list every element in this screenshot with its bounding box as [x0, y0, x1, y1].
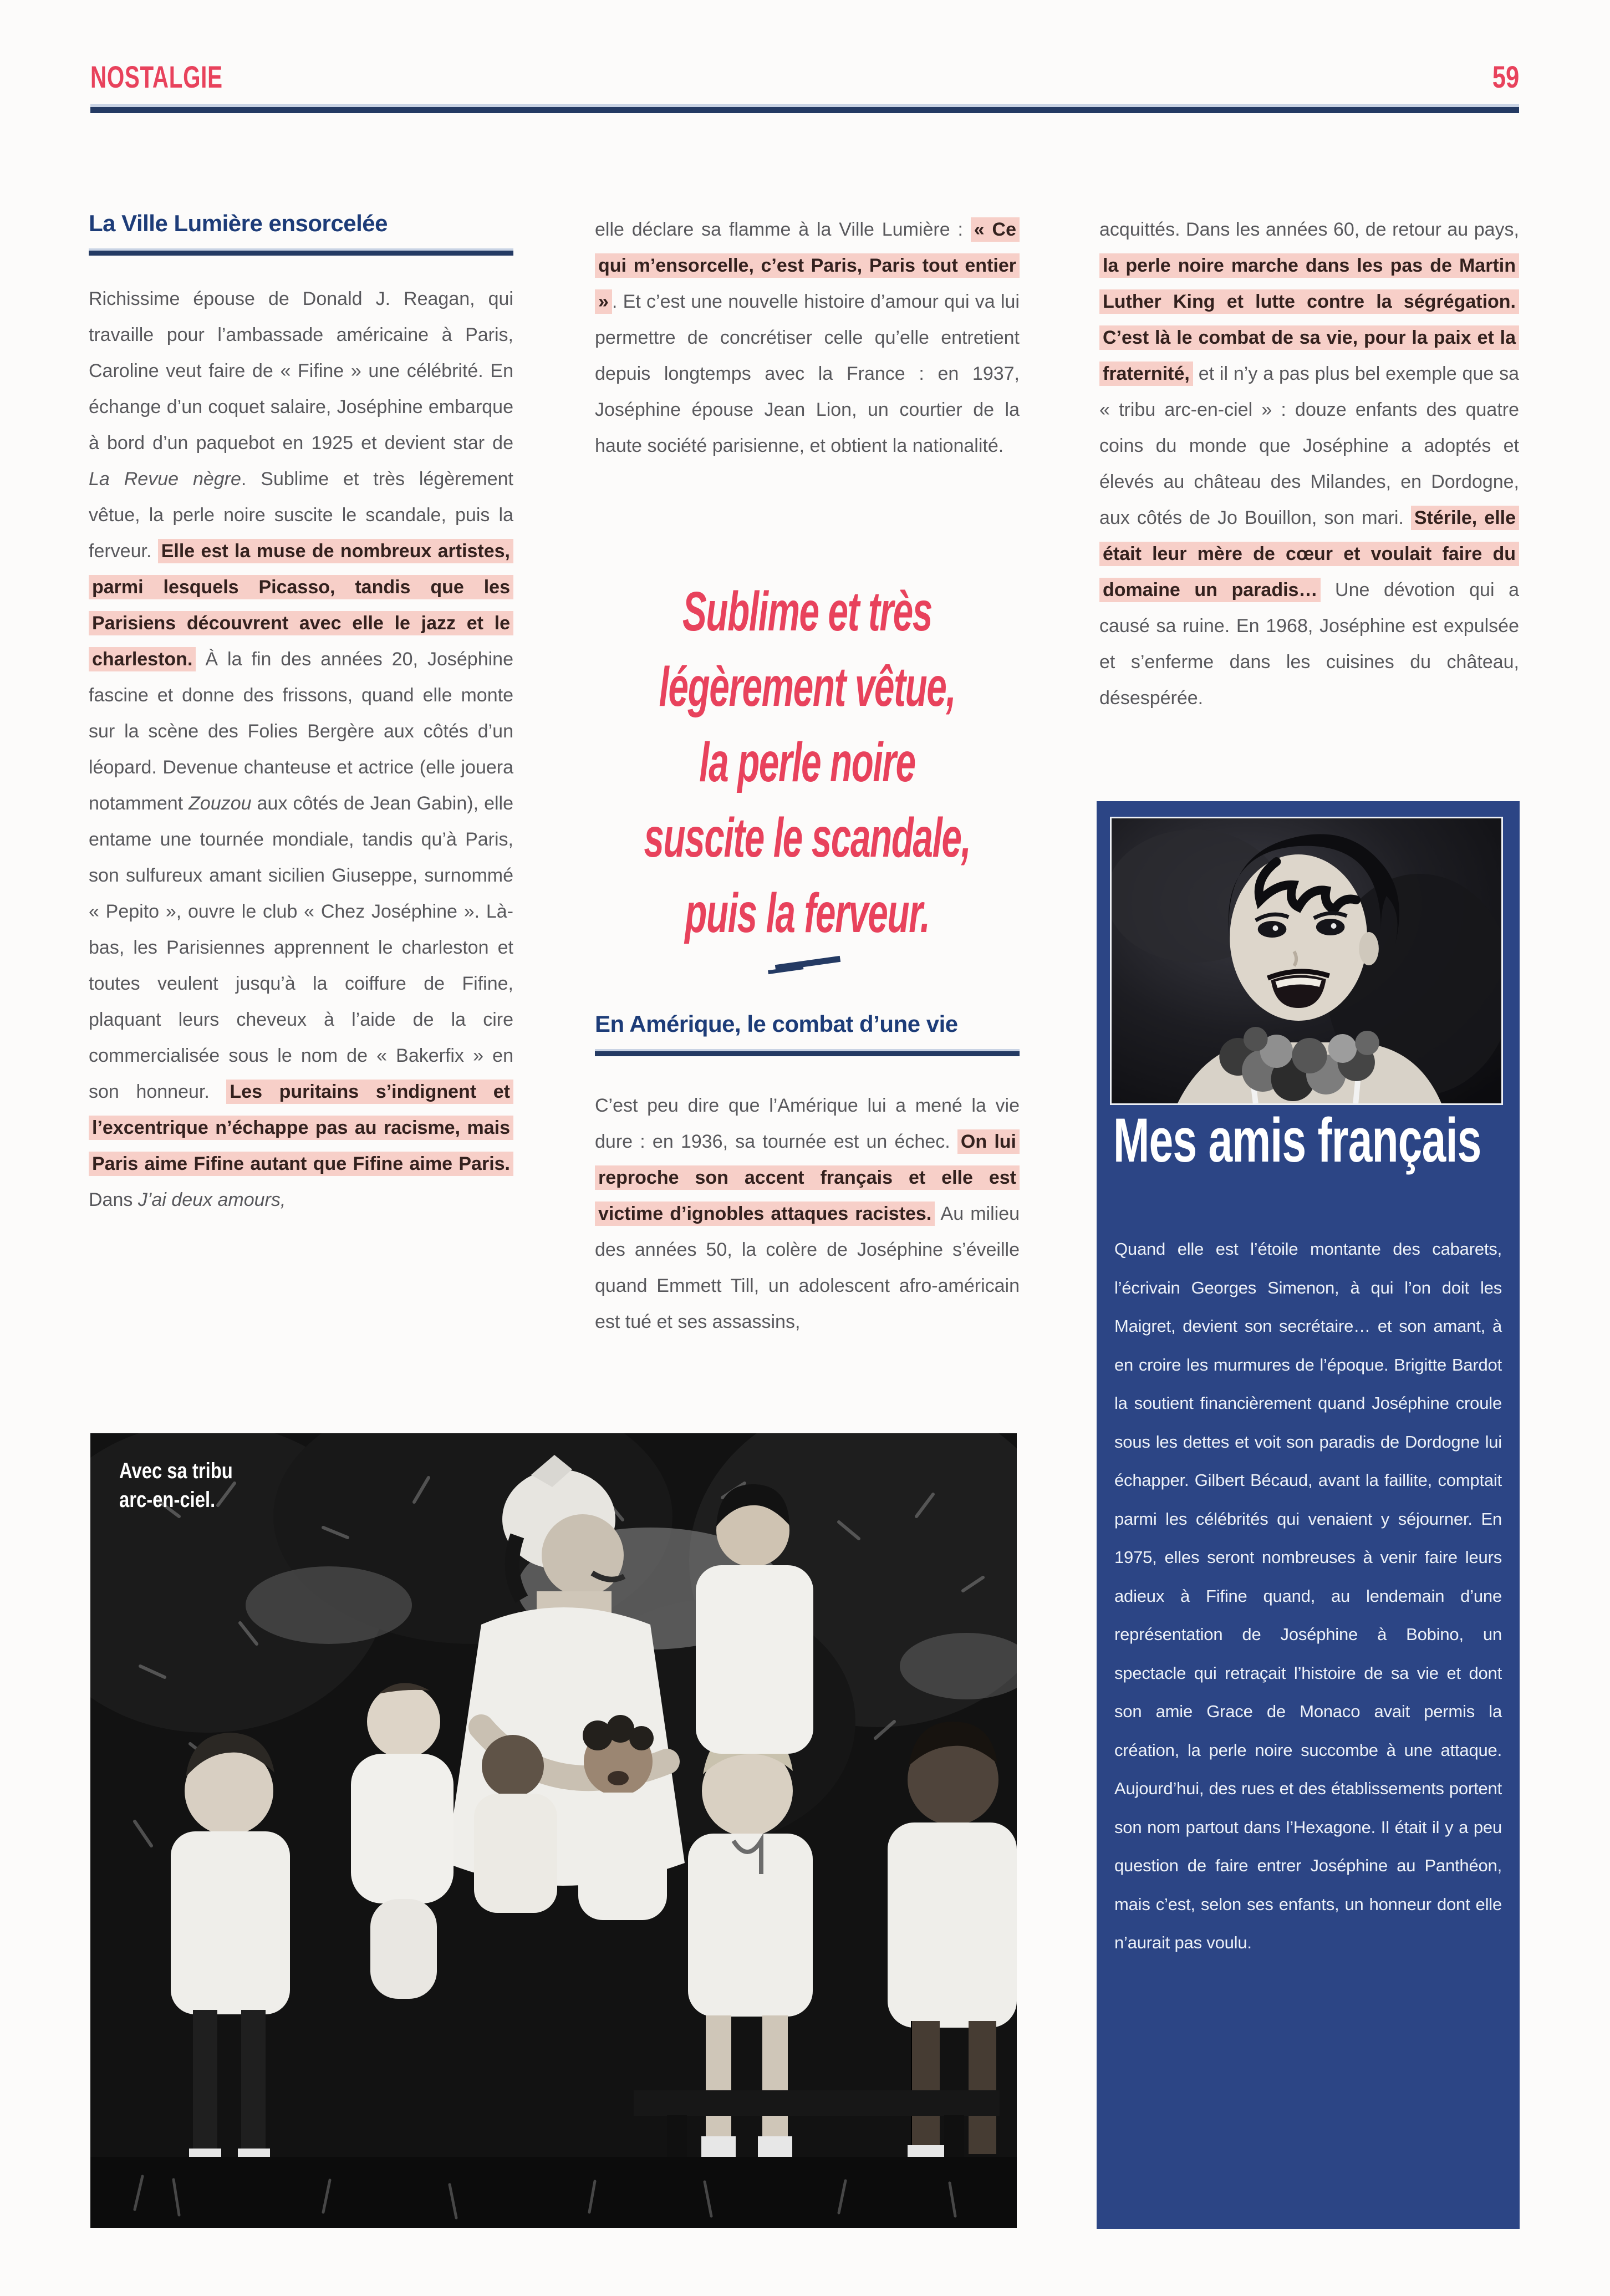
column1-heading-rule: [89, 248, 513, 256]
column3-paragraph: acquittés. Dans les années 60, de retour au pays, la perle noire marche dans les pas de Martin Luther King et lutte contre la ségrégation. C’est là le combat de sa vie, pour la paix et la fraternité, et il n’y a pas plus bel exemple que sa « tribu arc-en-ciel » : douze enfants des quatre coins du monde que Joséphine a adoptés et élevés au château des Milandes, en Dordogne, aux côtés de Jo Bouillon, son mari. Stérile, elle était leur mère de cœur et voulait faire du domaine un paradis… Une dévotion qui a causé sa ruine. En 1968, Joséphine est expulsée et s’enferme dans les cuisines du château, désespérée.: [1099, 219, 1519, 709]
column2-paragraph-1: elle déclare sa flamme à la Ville Lumière : « Ce qui m’ensorcelle, c’est Paris, Paris tout entier » . Et c’est une nouvelle histoire d’amour qui va lui permettre de concrétiser celle qu’elle entretient depuis longtemps avec la France : en 1937, Joséphine épouse Jean Lion, un courtier de la haute société parisienne, et obtient la nationalité.: [595, 212, 1020, 464]
column1-paragraph: Richissime épouse de Donald J. Reagan, qui travaille pour l’ambassade américaine à Paris, Caroline veut faire de « Fifine » une célébrité. En échange d’un coquet salaire, Joséphine embarque à bord d’un paquebot en 1925 et devient star de La Revue nègre. Sublime et très légèrement vêtue, la perle noire suscite le scandale, puis la ferveur. Elle est la muse de nombreux artistes, parmi lesquels Picasso, tandis que les Parisiens découvrent avec elle le jazz et le charleston. À la fin des années 20, Joséphine fascine et donne des frissons, quand elle monte sur la scène des Folies Bergère aux côtés d’un léopard. Devenue chanteuse et actrice (elle jouera notamment Zouzou aux côtés de Jean Gabin), elle entame une tournée mondiale, tandis qu’à Paris, son sulfureux amant sicilien Giuseppe, surnommé « Pepito », ouvre le club « Chez Joséphine ». Là-bas, les Parisiennes apprennent le charleston et toutes veulent jusqu’à la coiffure de Fifine, plaquant leurs cheveux à l’aide de la cire commercialisée sous le nom de « Bakerfix » en son honneur. Les puritains s’indignent et l’excentrique n’échappe pas au racisme, mais Paris aime Fifine autant que Fifine aime Paris. Dans J’ai deux amours,: [89, 288, 514, 1210]
column2-heading-rule: [595, 1049, 1020, 1056]
josephine-portrait-illustration: [1112, 818, 1501, 1103]
tribe-photo-illustration: [90, 1433, 1017, 2228]
header-rule: [90, 104, 1519, 113]
pull-quote-dash: [775, 956, 840, 971]
column2-paragraph-2: C’est peu dire que l’Amérique lui a mené la vie dure : en 1936, sa tournée est un échec. On lui reproche son accent français et elle est victime d’ignobles attaques racistes. Au milieu des années 50, la colère de Joséphine s’éveille quand Emmett Till, un adolescent afro-américain est tué et ses assassins,: [595, 1095, 1020, 1332]
column2-heading: En Amérique, le combat d’une vie: [595, 1011, 958, 1037]
feature-box: [1097, 801, 1520, 2229]
feature-box-title: Mes amis français: [1113, 1106, 1481, 1175]
pull-quote: Sublime et très légèrement vêtue, la perle noire suscite le scandale, puis la ferveur.: [644, 581, 971, 944]
feature-box-text: Quand elle est l’étoile montante des cabarets, l’écrivain Georges Simenon, à qui l’on doit les Maigret, devient son secrétaire… et son amant, à en croire les murmures de l’époque. Brigitte Bardot la soutient financièrement quand Joséphine croule sous les dettes et voit son paradis de Dordogne lui échapper. Gilbert Bécaud, avant la faillite, comptait parmi les célébrités qui venaient y séjourner. En 1975, elles seront nombreuses à venir faire leurs adieux à Fifine quand, au lendemain d’une représentation de Joséphine à Bobino, un spectacle qui retraçait l’histoire de sa vie et dont son amie Grace de Monaco avait permis la création, la perle noire succombe à une attaque. Aujourd’hui, des rues et des établissements portent son nom partout dans l’Hexagone. Il était il y a peu question de faire entrer Joséphine au Panthéon, mais c’est, selon ses enfants, un honneur dont elle n’aurait pas voulu.: [1114, 1239, 1502, 1952]
portrait-photo: [1110, 817, 1503, 1105]
section-label: NOSTALGIE: [90, 59, 223, 94]
photo-caption: Avec sa tribu arc-en-ciel.: [119, 1459, 233, 1512]
page-number: 59: [1492, 59, 1519, 94]
column2-heading-block: [595, 1010, 1020, 1056]
column1-heading: La Ville Lumière ensorcelée: [89, 210, 388, 236]
tribe-photo: [90, 1433, 1017, 2228]
column-1: [89, 210, 513, 1218]
